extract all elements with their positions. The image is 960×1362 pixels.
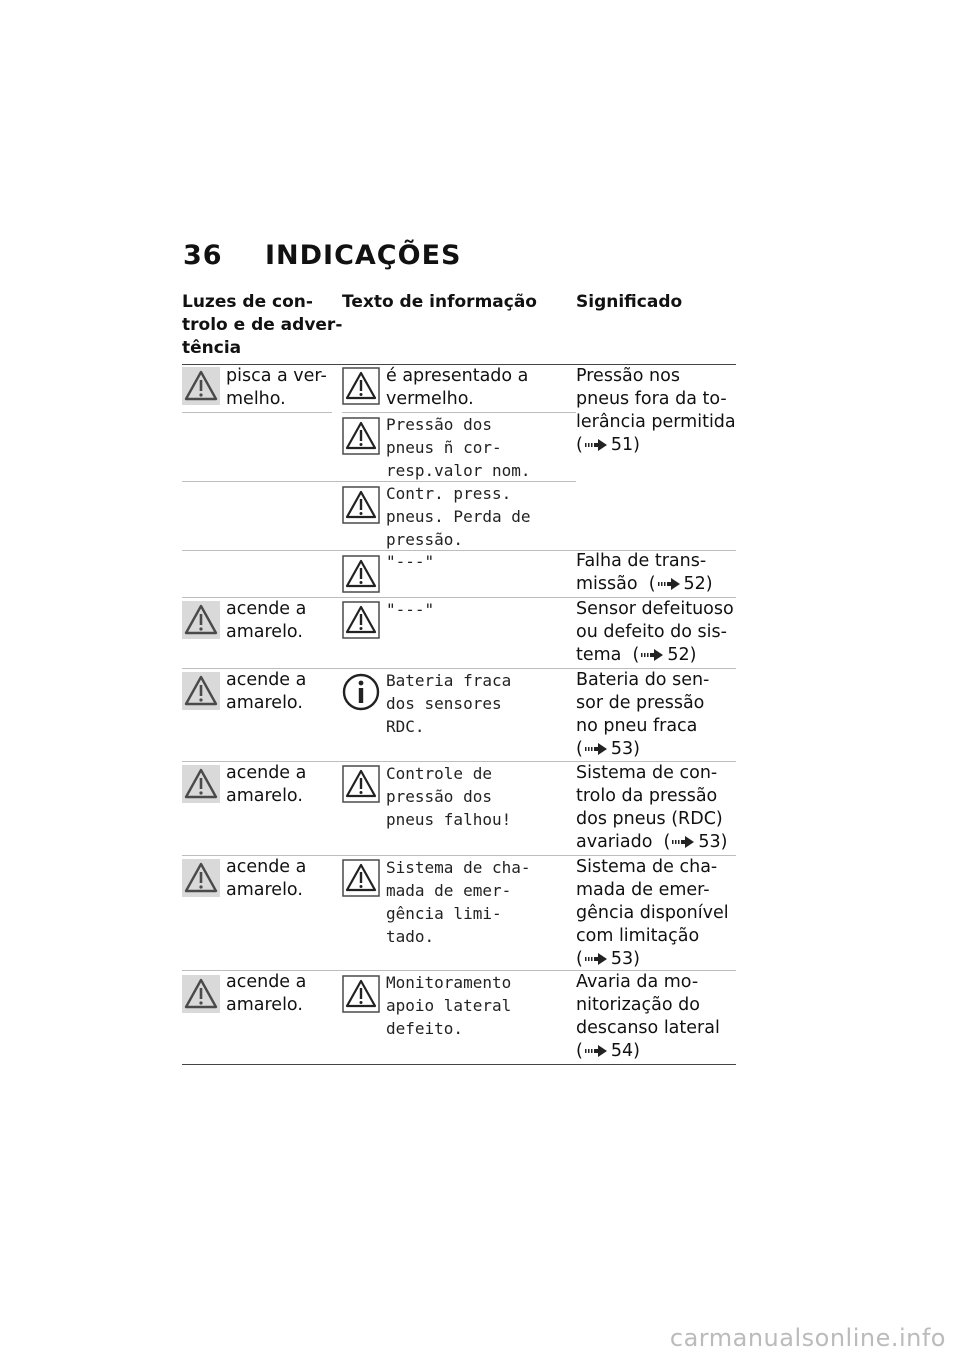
column-header-info: Texto de informação <box>342 292 537 312</box>
page-reference[interactable]: avariado ( 53) <box>576 832 728 852</box>
info-text: Contr. press. pneus. Perda de pressão. <box>386 484 531 549</box>
meaning-text: Sistema de cha- mada de emer- gência disponível com limitação ( 53) <box>576 857 729 969</box>
chapter-title: INDICAÇÕES <box>265 240 462 271</box>
warning-triangle-icon <box>342 975 380 1013</box>
info-text: "---" <box>386 552 435 571</box>
warning-triangle-icon <box>342 486 380 524</box>
meaning-text: Falha de trans- missão ( 52) <box>576 551 713 594</box>
meaning-text: Sensor defeituoso ou defeito do sis- tema ( 52) <box>576 599 734 665</box>
page-reference[interactable]: ( 53) <box>576 949 640 969</box>
warning-triangle-icon <box>182 672 220 710</box>
lamp-description: acende a amarelo. <box>226 857 307 900</box>
info-text: Sistema de cha- mada de emer- gência limi- tado. <box>386 858 531 946</box>
warning-triangle-icon <box>182 765 220 803</box>
meaning-text: Avaria da mo- nitorização do descanso lateral ( 54) <box>576 972 720 1061</box>
lamp-description: acende a amarelo. <box>226 670 307 713</box>
page-reference[interactable]: ( 53) <box>576 739 640 759</box>
column-header-lamp: Luzes de con- trolo e de adver- tência <box>182 292 343 358</box>
lamp-description: acende a amarelo. <box>226 763 307 806</box>
warning-triangle-icon <box>342 555 380 593</box>
lamp-description: acende a amarelo. <box>226 972 307 1015</box>
page-reference[interactable]: missão ( 52) <box>576 574 713 594</box>
warning-triangle-icon <box>182 975 220 1013</box>
warning-triangle-icon <box>342 417 380 455</box>
warning-triangle-icon <box>342 601 380 639</box>
warning-triangle-icon <box>342 367 380 405</box>
table-bottom-rule <box>182 1064 736 1065</box>
warning-triangle-icon <box>182 601 220 639</box>
page-ref-arrow-icon <box>658 578 680 590</box>
info-text: Controle de pressão dos pneus falhou! <box>386 764 512 829</box>
info-text: Monitoramento apoio lateral defeito. <box>386 973 512 1038</box>
page-reference[interactable]: ( 54) <box>576 1041 640 1061</box>
warning-triangle-icon <box>182 367 220 405</box>
info-text: Bateria fraca dos sensores RDC. <box>386 671 512 736</box>
page-ref-arrow-icon <box>585 439 607 451</box>
page-ref-arrow-icon <box>585 1045 607 1057</box>
row-divider <box>182 412 332 413</box>
page-number: 36 <box>183 240 223 271</box>
warning-triangle-icon <box>182 859 220 897</box>
lamp-description: acende a amarelo. <box>226 599 307 642</box>
meaning-text: Sistema de con- trolo da pressão dos pneus (RDC) avariado ( 53) <box>576 763 728 852</box>
page-ref-arrow-icon <box>585 743 607 755</box>
info-text: é apresentado a vermelho. <box>386 366 529 409</box>
info-circle-icon <box>342 672 380 712</box>
page-reference[interactable]: ( 51) <box>576 435 640 455</box>
meaning-text: Bateria do sen- sor de pressão no pneu fraca ( 53) <box>576 670 710 759</box>
info-text: "---" <box>386 600 435 619</box>
page-reference[interactable]: tema ( 52) <box>576 645 697 665</box>
info-text: Pressão dos pneus ñ cor- resp.valor nom. <box>386 415 531 480</box>
column-header-meaning: Significado <box>576 292 683 312</box>
page-ref-arrow-icon <box>672 836 694 848</box>
watermark: carmanualsonline.info <box>669 1324 946 1352</box>
page-title <box>183 240 461 271</box>
page-ref-arrow-icon <box>585 953 607 965</box>
warning-triangle-icon <box>342 859 380 897</box>
warning-triangle-icon <box>342 765 380 803</box>
page-ref-arrow-icon <box>641 649 663 661</box>
meaning-text: Pressão nos pneus fora da to- lerância permitida ( 51) <box>576 366 736 455</box>
lamp-description: pisca a ver- melho. <box>226 366 327 409</box>
